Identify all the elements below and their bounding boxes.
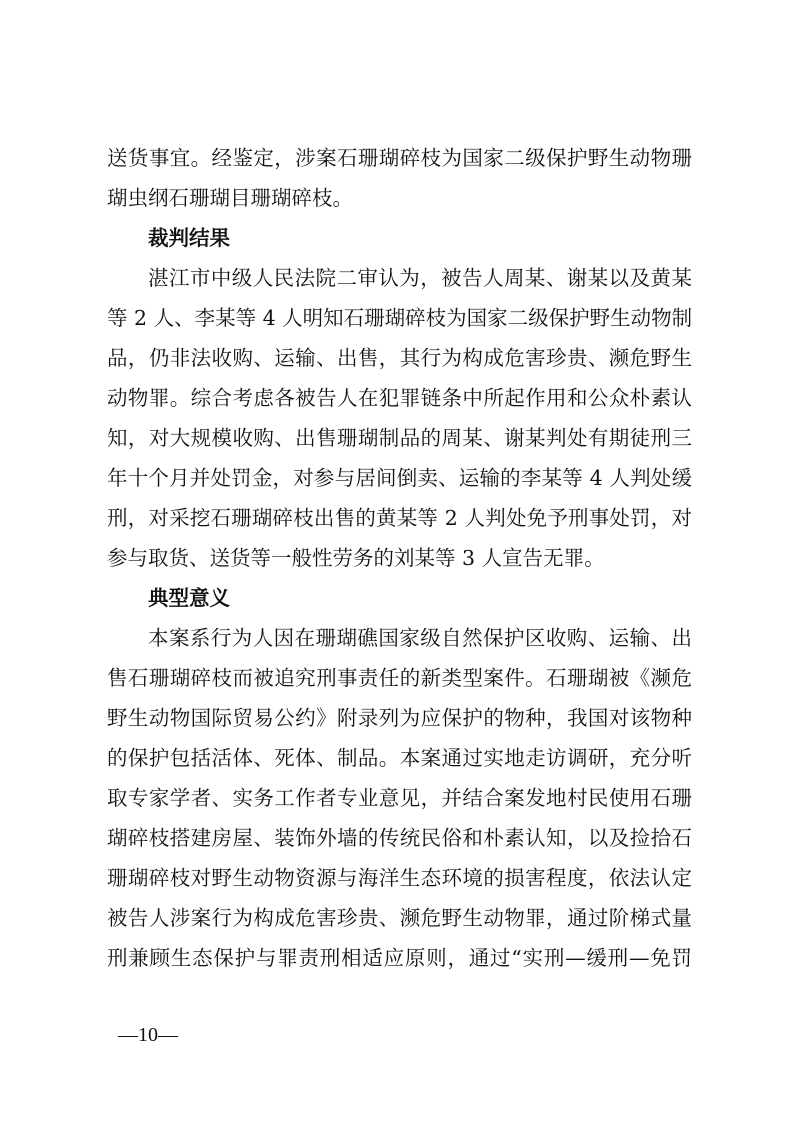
paragraph-line: 送货事宜。经鉴定，涉案石珊瑚碎枝为国家二级保护野生动物珊	[107, 146, 692, 170]
paragraph-line: 的保护包括活体、死体、制品。本案通过实地走访调研，充分听	[107, 746, 692, 770]
paragraph-line: 参与取货、送货等一般性劳务的刘某等 3 人宣告无罪。	[107, 546, 605, 570]
paragraph-line: 瑚碎枝搭建房屋、装饰外墙的传统民俗和朴素认知，以及捡拾石	[107, 826, 692, 850]
paragraph-line: 野生动物国际贸易公约》附录列为应保护的物种，我国对该物种	[107, 706, 692, 730]
paragraph-line: 等 2 人、李某等 4 人明知石珊瑚碎枝为国家二级保护野生动物制	[107, 306, 693, 330]
paragraph-line: 刑兼顾生态保护与罪责刑相适应原则，通过“实刑—缓刑—免罚	[107, 946, 692, 970]
paragraph-line: 刑，对采挖石珊瑚碎枝出售的黄某等 2 人判处免予刑事处罚，对	[107, 506, 692, 530]
paragraph-line: 瑚虫纲石珊瑚目珊瑚碎枝。	[107, 186, 353, 210]
paragraph-line: 被告人涉案行为构成危害珍贵、濒危野生动物罪，通过阶梯式量	[107, 906, 692, 930]
paragraph-line: 年十个月并处罚金，对参与居间倒卖、运输的李某等 4 人判处缓	[107, 466, 692, 490]
page-number: —10—	[118, 1024, 178, 1046]
section-heading-significance: 典型意义	[148, 586, 230, 610]
paragraph-line: 取专家学者、实务工作者专业意见，并结合案发地村民使用石珊	[107, 786, 692, 810]
paragraph-line: 湛江市中级人民法院二审认为，被告人周某、谢某以及黄某	[148, 266, 692, 290]
paragraph-line: 品，仍非法收购、运输、出售，其行为构成危害珍贵、濒危野生	[107, 346, 692, 370]
paragraph-line: 动物罪。综合考虑各被告人在犯罪链条中所起作用和公众朴素认	[107, 386, 692, 410]
paragraph-line: 知，对大规模收购、出售珊瑚制品的周某、谢某判处有期徒刑三	[107, 426, 692, 450]
paragraph-line: 珊瑚碎枝对野生动物资源与海洋生态环境的损害程度，依法认定	[107, 866, 692, 890]
paragraph-line: 本案系行为人因在珊瑚礁国家级自然保护区收购、运输、出	[148, 626, 692, 650]
paragraph-line: 售石珊瑚碎枝而被追究刑事责任的新类型案件。石珊瑚被《濒危	[107, 666, 692, 690]
section-heading-judgment: 裁判结果	[148, 226, 230, 250]
